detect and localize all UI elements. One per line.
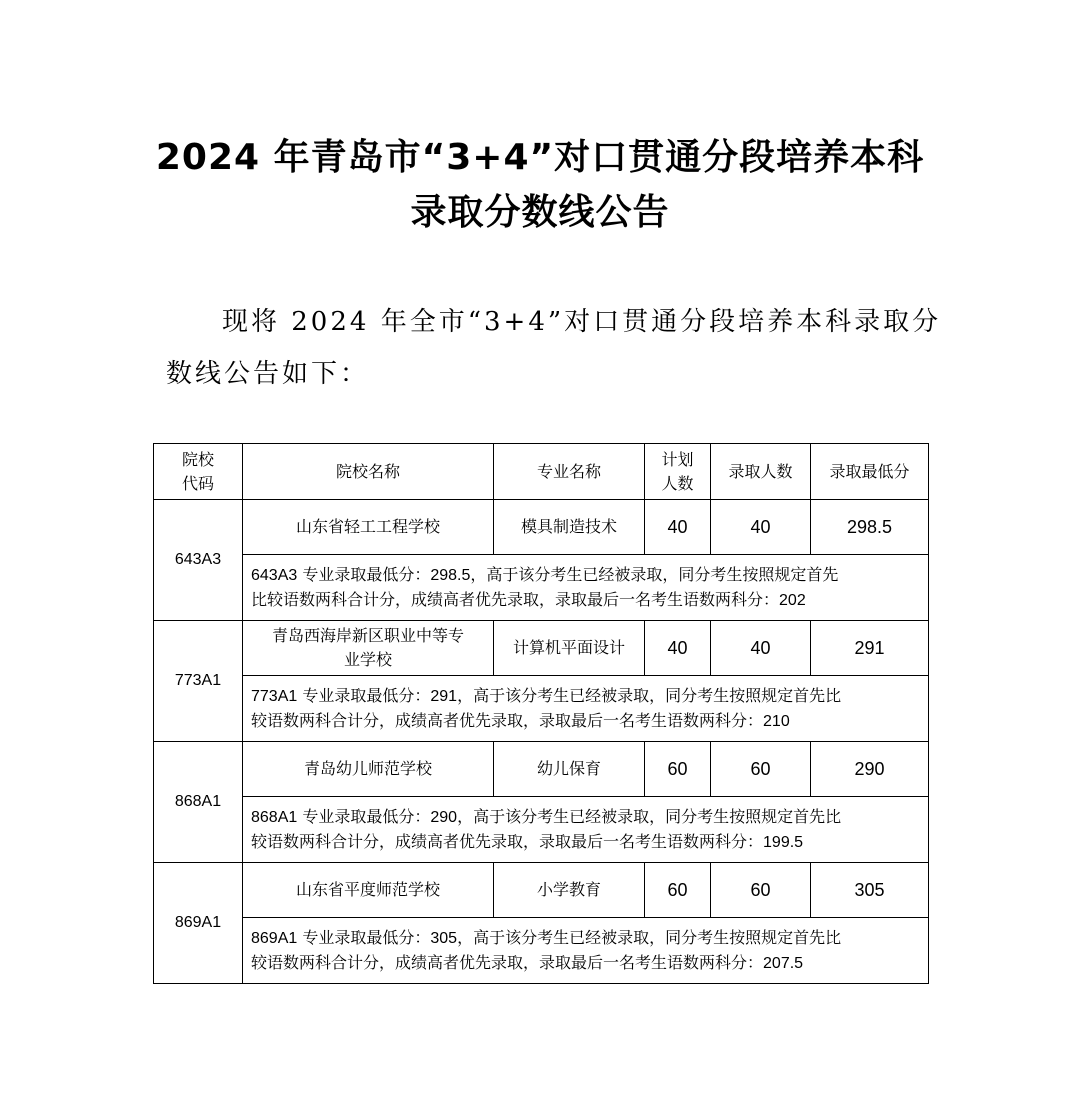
min-score: 291 <box>811 621 929 676</box>
note-text-rest: ，高于该分考生已经被录取，同分考生按照规定首先比 <box>457 806 842 826</box>
note-code: 868A1 <box>251 808 298 826</box>
note-text-line2: 较语数两科合计分，成绩高者优先录取，录取最后一名考生语数两科分： <box>251 710 764 730</box>
plan-count: 40 <box>645 621 711 676</box>
table-row <box>154 863 929 918</box>
note-last-score: 210 <box>763 712 790 730</box>
header-code-line1: 院校 <box>181 449 214 469</box>
note-score: 305 <box>430 929 458 947</box>
note-text: 专业录取最低分： <box>297 564 431 584</box>
school-code: 643A3 <box>154 500 243 621</box>
note-row <box>154 676 929 742</box>
title-line-1: 2024 年青岛市“3+4”对口贯通分段培养本科 <box>155 137 925 178</box>
header-code-line2: 代码 <box>181 473 214 493</box>
header-plan-line2: 人数 <box>661 473 694 493</box>
major-name: 计算机平面设计 <box>494 621 645 676</box>
admitted-count: 40 <box>711 621 811 676</box>
school-name-line1: 青岛西海岸新区职业中等专 <box>271 626 464 645</box>
intro-line-1: 现将 2024 年全市“3+4”对口贯通分段培养本科录取分 <box>222 307 942 337</box>
header-school-name: 院校名称 <box>243 444 494 500</box>
table-row <box>154 621 929 676</box>
table-row <box>154 742 929 797</box>
note-text-line2: 较语数两科合计分，成绩高者优先录取，录取最后一名考生语数两科分： <box>251 952 764 972</box>
note-last-score: 202 <box>779 591 806 609</box>
note-code: 869A1 <box>251 929 298 947</box>
note-score: 291 <box>430 687 458 705</box>
header-plan-line1: 计划 <box>661 449 694 469</box>
note-score: 290 <box>430 808 458 826</box>
admission-note <box>243 797 929 863</box>
note-last-score: 207.5 <box>763 954 804 972</box>
major-name: 幼儿保育 <box>494 742 645 797</box>
header-admitted-count: 录取人数 <box>711 444 811 500</box>
school-code: 868A1 <box>154 742 243 863</box>
admission-note <box>243 555 929 621</box>
note-last-score: 199.5 <box>763 833 804 851</box>
school-name <box>243 621 494 676</box>
table-row <box>154 500 929 555</box>
admitted-count: 60 <box>711 742 811 797</box>
plan-count: 60 <box>645 742 711 797</box>
note-text: 专业录取最低分： <box>297 806 431 826</box>
note-text-rest: ，高于该分考生已经被录取，同分考生按照规定首先比 <box>457 685 842 705</box>
note-row <box>154 797 929 863</box>
admitted-count: 40 <box>711 500 811 555</box>
school-name-line2: 业学校 <box>343 650 392 669</box>
major-name: 小学教育 <box>494 863 645 918</box>
school-name-line1: 青岛幼儿师范学校 <box>303 759 432 778</box>
note-code: 643A3 <box>251 566 298 584</box>
plan-count: 40 <box>645 500 711 555</box>
note-text-rest: ，高于该分考生已经被录取，同分考生按照规定首先比 <box>457 927 842 947</box>
min-score: 298.5 <box>811 500 929 555</box>
note-text-rest: ，高于该分考生已经被录取，同分考生按照规定首先 <box>470 564 839 584</box>
note-text: 专业录取最低分： <box>297 685 431 705</box>
note-score: 298.5 <box>430 566 471 584</box>
min-score: 305 <box>811 863 929 918</box>
note-row <box>154 555 929 621</box>
note-text-line2: 较语数两科合计分，成绩高者优先录取，录取最后一名考生语数两科分： <box>251 831 764 851</box>
school-code: 773A1 <box>154 621 243 742</box>
school-code: 869A1 <box>154 863 243 984</box>
school-name-line1: 山东省平度师范学校 <box>295 880 440 899</box>
school-name <box>243 742 494 797</box>
header-school-code <box>154 444 243 500</box>
school-name <box>243 863 494 918</box>
title-line-2: 录取分数线公告 <box>410 192 670 233</box>
min-score: 290 <box>811 742 929 797</box>
school-name-line1: 山东省轻工工程学校 <box>295 517 440 536</box>
header-min-score: 录取最低分 <box>811 444 929 500</box>
major-name: 模具制造技术 <box>494 500 645 555</box>
plan-count: 60 <box>645 863 711 918</box>
admission-score-table <box>153 443 929 984</box>
header-major-name: 专业名称 <box>494 444 645 500</box>
note-text: 专业录取最低分： <box>297 927 431 947</box>
table-header-row <box>154 444 929 500</box>
admitted-count: 60 <box>711 863 811 918</box>
school-name <box>243 500 494 555</box>
note-code: 773A1 <box>251 687 298 705</box>
intro-line-2: 数线公告如下： <box>166 359 370 389</box>
admission-note <box>243 676 929 742</box>
note-row <box>154 918 929 984</box>
header-plan-count <box>645 444 711 500</box>
note-text-line2: 比较语数两科合计分，成绩高者优先录取，录取最后一名考生语数两科分： <box>251 589 780 609</box>
admission-note <box>243 918 929 984</box>
